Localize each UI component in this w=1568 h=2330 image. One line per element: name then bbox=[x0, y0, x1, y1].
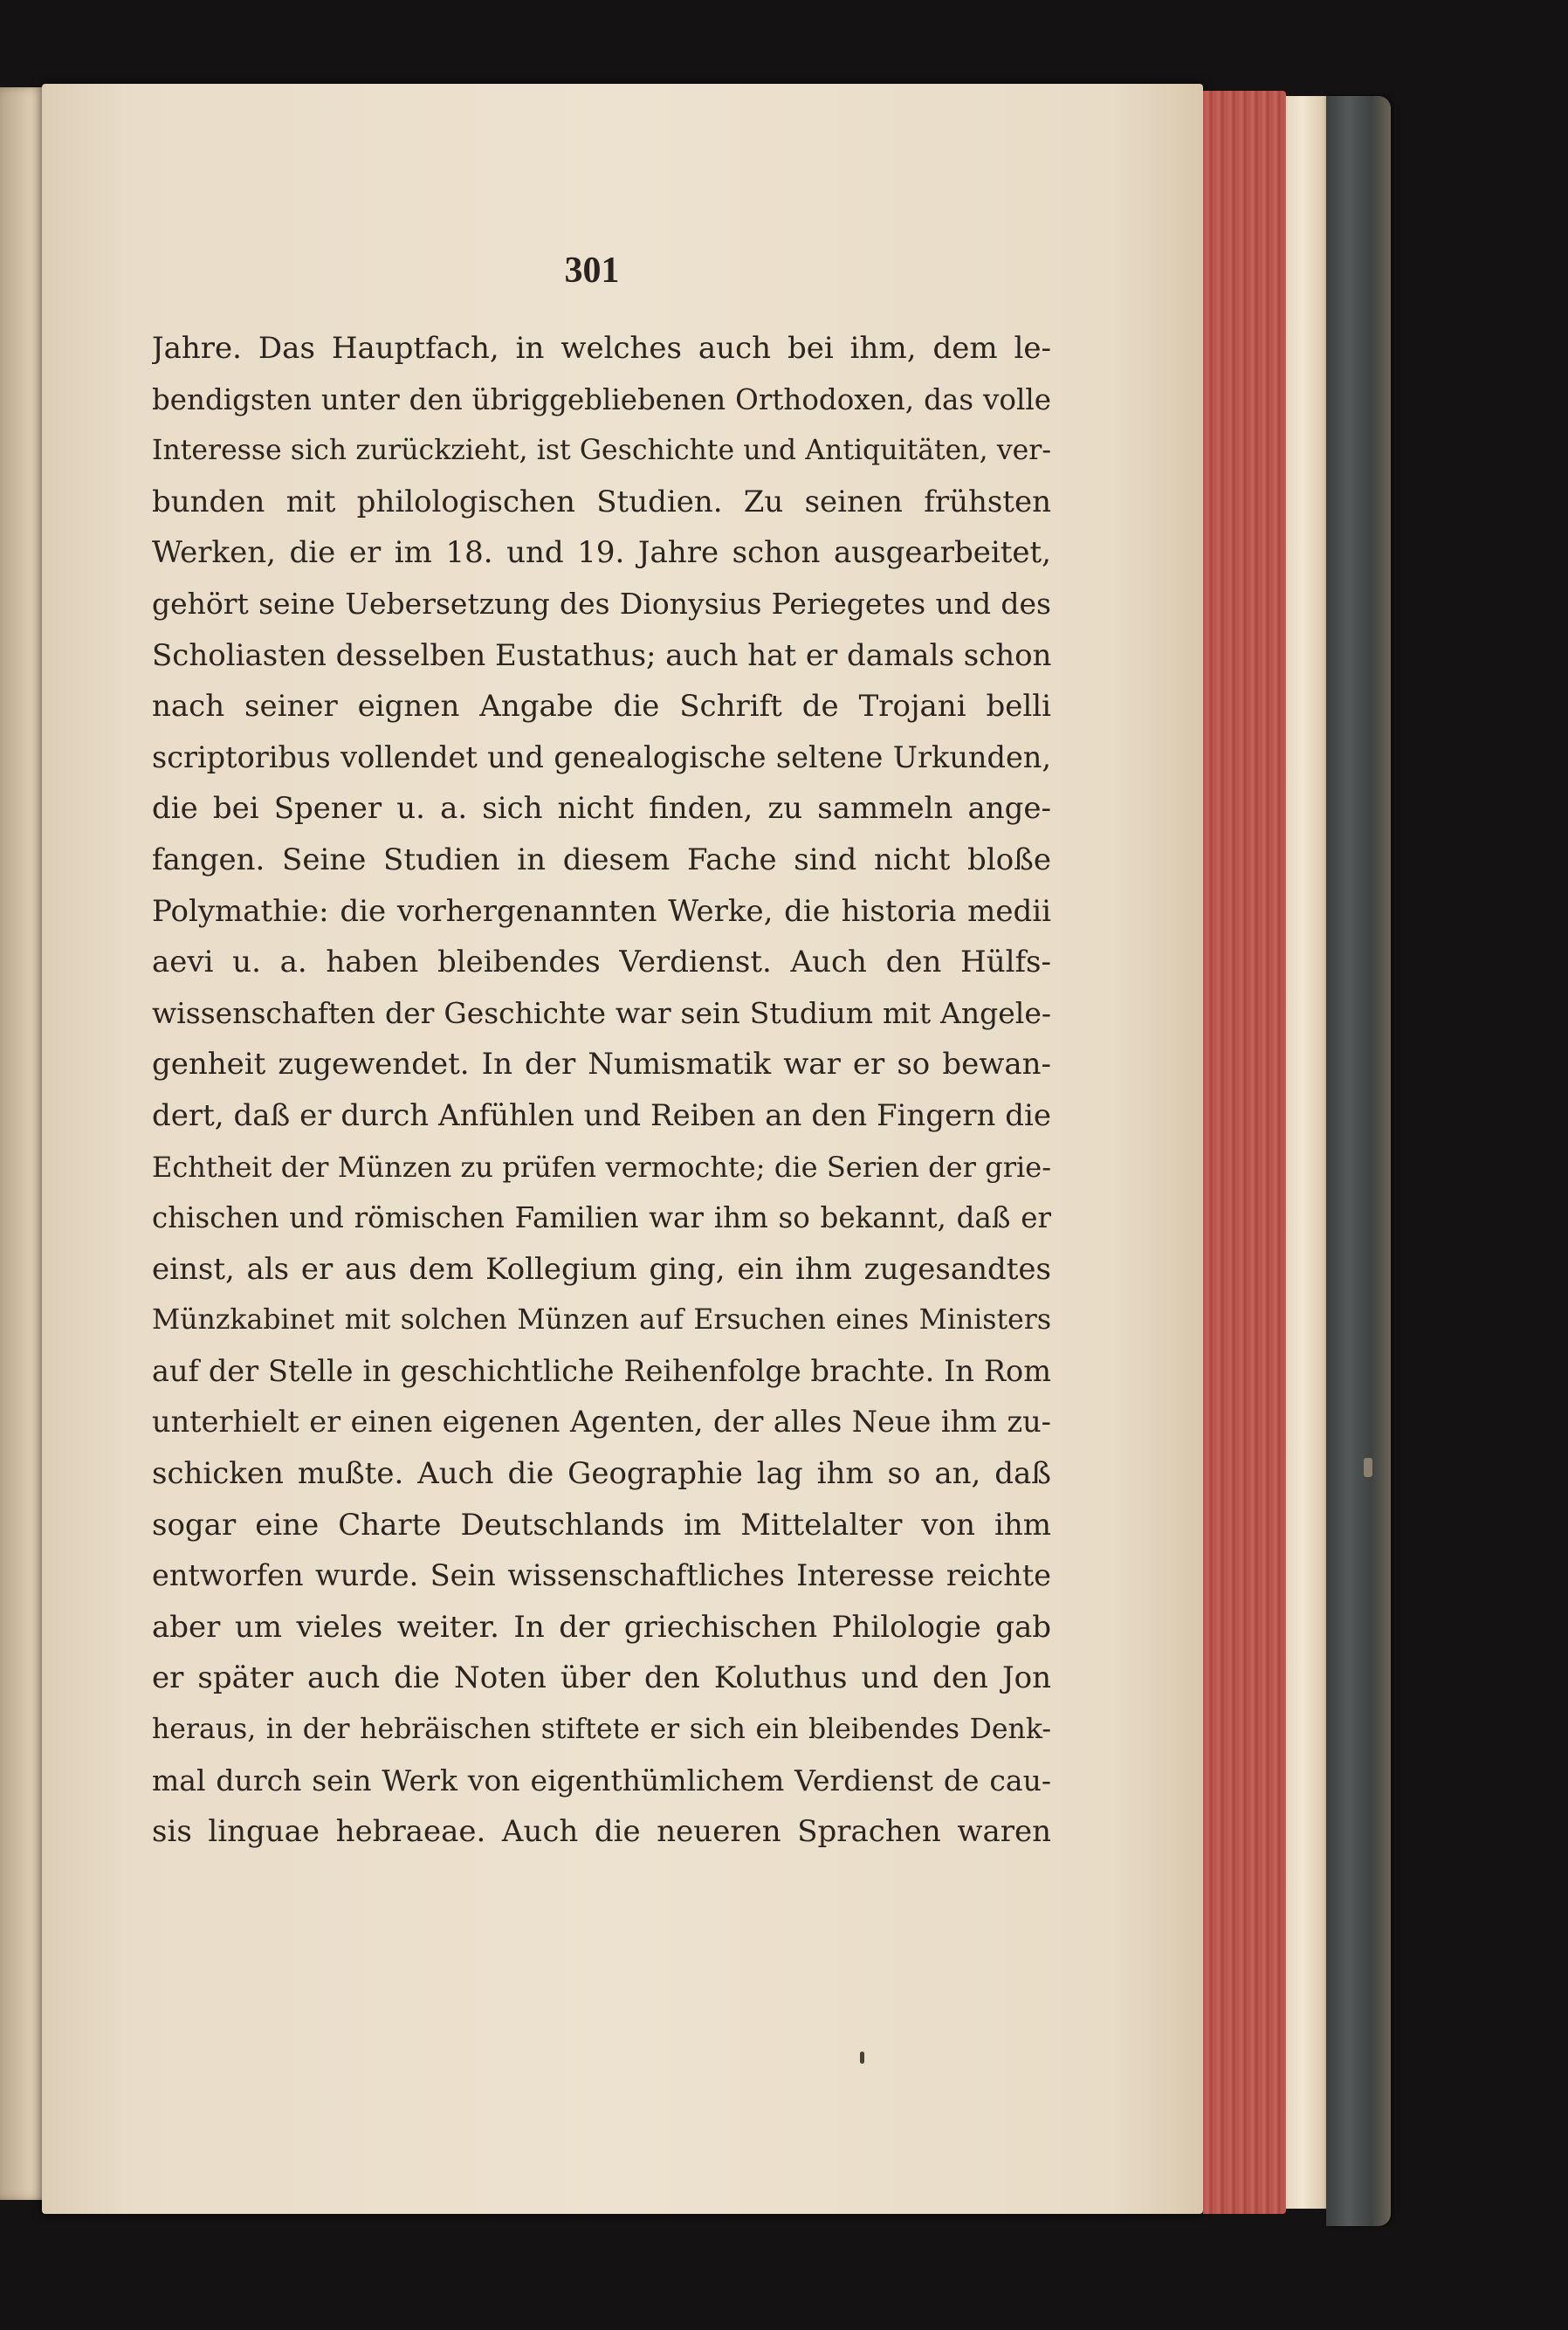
text-line: genheit zugewendet. In der Numismatik war er so bewan- bbox=[152, 1047, 1051, 1083]
text-line: fangen. Seine Studien in diesem Fache sind nicht bloße bbox=[152, 842, 1051, 877]
book-cover bbox=[1326, 96, 1391, 2226]
page-edges-cream bbox=[1286, 96, 1326, 2209]
paper-speck bbox=[860, 2052, 864, 2064]
text-line: unterhielt er einen eigenen Agenten, der alles Neue ihm zu- bbox=[152, 1405, 1051, 1440]
text-line: Polymathie: die vorhergenannten Werke, die historia medii bbox=[152, 893, 1051, 929]
text-line: mal durch sein Werk von eigenthümlichem Verdienst de cau- bbox=[152, 1763, 1051, 1797]
text-line: chischen und römischen Familien war ihm so bekannt, daß er bbox=[152, 1201, 1051, 1235]
text-line: nach seiner eignen Angabe die Schrift de Trojani belli bbox=[152, 689, 1051, 725]
text-line: die bei Spener u. a. sich nicht finden, zu sammeln ange- bbox=[152, 791, 1051, 827]
text-line: scriptoribus vollendet und genealogische seltene Urkunden, bbox=[152, 739, 1051, 774]
text-line: sis linguae hebraeae. Auch die neueren Sprachen waren bbox=[152, 1814, 1051, 1850]
text-line: einst, als er aus dem Kollegium ging, ein ihm zugesandtes bbox=[152, 1251, 1051, 1287]
text-line: bunden mit philologischen Studien. Zu seinen frühsten bbox=[152, 484, 1051, 519]
page-number: 301 bbox=[564, 251, 620, 291]
text-line: Jahre. Das Hauptfach, in welches auch bei ihm, dem le- bbox=[152, 331, 1051, 366]
text-line: auf der Stelle in geschichtliche Reihenfolge brachte. In Rom bbox=[152, 1353, 1051, 1388]
text-line: sogar eine Charte Deutschlands im Mittelalter von ihm bbox=[152, 1507, 1051, 1543]
text-line: gehört seine Uebersetzung des Dionysius Periegetes und des bbox=[152, 586, 1051, 621]
body-text bbox=[152, 323, 1051, 1858]
text-line: Echtheit der Münzen zu prüfen vermochte; die Serien der grie- bbox=[152, 1150, 1051, 1184]
text-line: dert, daß er durch Anfühlen und Reiben an den Fingern die bbox=[152, 1097, 1051, 1133]
text-line: aevi u. a. haben bleibendes Verdienst. Auch den Hülfs- bbox=[152, 945, 1051, 980]
text-line: aber um vieles weiter. In der griechischen Philologie gab bbox=[152, 1609, 1051, 1645]
text-line: entworfen wurde. Sein wissenschaftliches Interesse reichte bbox=[152, 1558, 1051, 1593]
text-line: bendigsten unter den übriggebliebenen Orthodoxen, das volle bbox=[152, 382, 1051, 416]
paper-speck bbox=[1364, 1458, 1372, 1477]
text-line: Scholiasten desselben Eustathus; auch hat er damals schon bbox=[152, 637, 1051, 673]
text-line: Werken, die er im 18. und 19. Jahre schon ausgearbeitet, bbox=[152, 535, 1051, 571]
text-line: wissenschaften der Geschichte war sein Studium mit Angele- bbox=[152, 995, 1051, 1030]
text-line: schicken mußte. Auch die Geographie lag ihm so an, daß bbox=[152, 1456, 1051, 1492]
page-edges-red bbox=[1203, 91, 1286, 2214]
text-line: Interesse sich zurückzieht, ist Geschichte und Antiquitäten, ver- bbox=[152, 435, 1051, 467]
text-line: er später auch die Noten über den Koluthus und den Jon bbox=[152, 1660, 1051, 1696]
text-line: Münzkabinet mit solchen Münzen auf Ersuchen eines Ministers bbox=[152, 1304, 1051, 1337]
text-line: heraus, in der hebräischen stiftete er sich ein bleibendes Denk- bbox=[152, 1714, 1051, 1746]
